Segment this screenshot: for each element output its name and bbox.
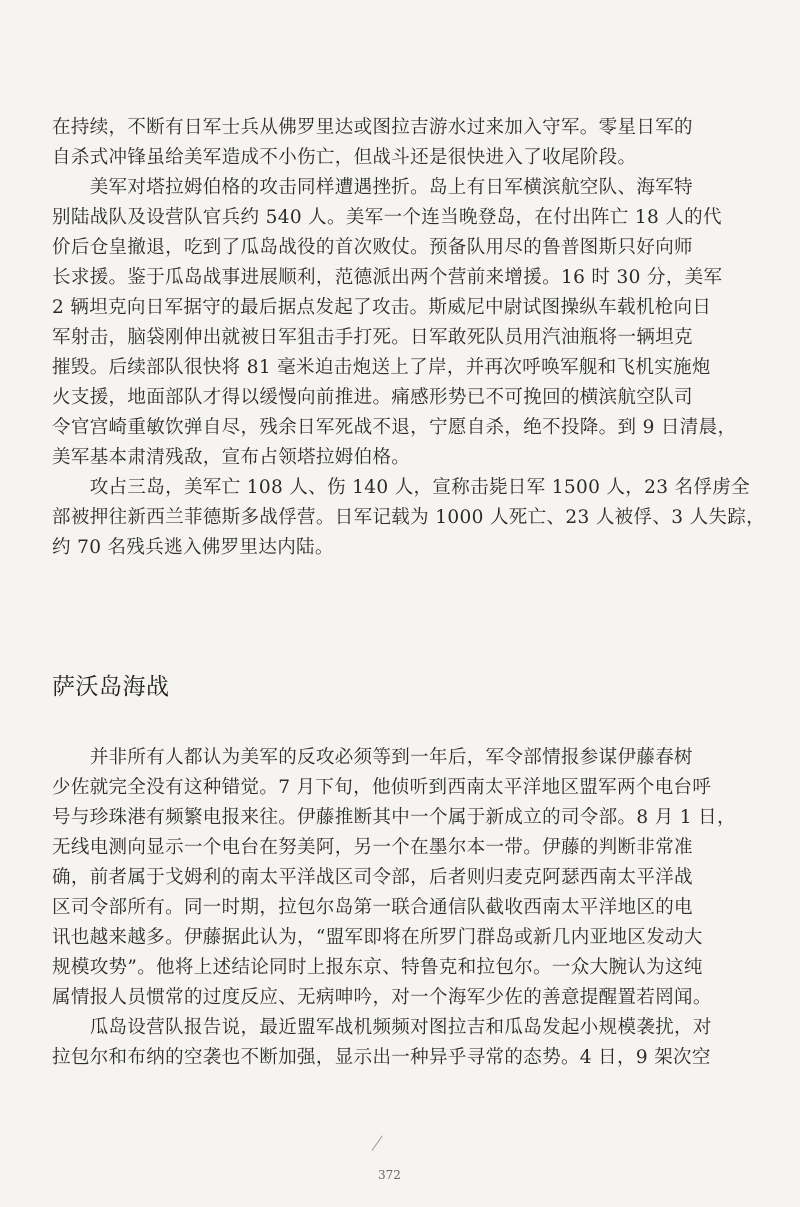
text-line: 部被押往新西兰菲德斯多战俘营。日军记载为 1000 人死亡、23 人被俘、3 人失踪， xyxy=(52,507,765,528)
text-line: 攻占三岛，美军亡 108 人、伤 140 人，宣称击毙日军 1500 人，23 名俘虏全 xyxy=(52,477,751,498)
text-line: 少佐就完全没有这种错觉。7 月下旬，他侦听到西南太平洋地区盟军两个电台呼 xyxy=(52,777,712,798)
text-line: 确，前者属于戈姆利的南太平洋战区司令部，后者则归麦克阿瑟西南太平洋战 xyxy=(52,867,693,888)
text-line: 2 辆坦克向日军据守的最后据点发起了攻击。斯威尼中尉试图操纵车载机枪向日 xyxy=(52,297,712,318)
page-number: 372 xyxy=(378,1168,401,1182)
text-line: 摧毁。后续部队很快将 81 毫米迫击炮送上了岸，并再次呼唤军舰和飞机实施炮 xyxy=(52,357,711,378)
section-heading: 萨沃岛海战 xyxy=(52,674,170,700)
text-line: 讯也越来越多。伊藤据此认为，“盟军即将在所罗门群岛或新几内亚地区发动大 xyxy=(52,927,703,948)
text-line: 价后仓皇撤退，吃到了瓜岛战役的首次败仗。预备队用尽的鲁普图斯只好向师 xyxy=(52,237,693,258)
text-line: 军射击，脑袋刚伸出就被日军狙击手打死。日军敢死队员用汽油瓶将一辆坦克 xyxy=(52,327,693,348)
text-line: 规模攻势”。他将上述结论同时上报东京、特鲁克和拉包尔。一众大腕认为这纯 xyxy=(52,957,703,978)
text-line: 在持续，不断有日军士兵从佛罗里达或图拉吉游水过来加入守军。零星日军的 xyxy=(52,117,693,138)
text-line: 别陆战队及设营队官兵约 540 人。美军一个连当晚登岛，在付出阵亡 18 人的代 xyxy=(52,207,722,228)
text-line: 属情报人员惯常的过度反应、无病呻吟，对一个海军少佐的善意提醒置若罔闻。 xyxy=(52,987,712,1008)
text-line: 区司令部所有。同一时期，拉包尔岛第一联合通信队截收西南太平洋地区的电 xyxy=(52,897,693,918)
text-line: 无线电测向显示一个电台在努美阿，另一个在墨尔本一带。伊藤的判断非常准 xyxy=(52,837,693,858)
section-1-text xyxy=(52,113,765,563)
text-line: 号与珍珠港有频繁电报来往。伊藤推断其中一个属于新成立的司令部。8 月 1 日， xyxy=(52,807,736,828)
section-2-text xyxy=(52,743,752,1073)
text-line: 瓜岛设营队报告说，最近盟军战机频频对图拉吉和瓜岛发起小规模袭扰，对 xyxy=(52,1017,712,1038)
text-line: 约 70 名残兵逃入佛罗里达内陆。 xyxy=(52,537,334,558)
text-line: 火支援，地面部队才得以缓慢向前推进。痛感形势已不可挽回的横滨航空队司 xyxy=(52,387,693,408)
text-line: 拉包尔和布纳的空袭也不断加强，显示出一种异乎寻常的态势。4 日，9 架次空 xyxy=(52,1047,711,1068)
text-line: 令官宫崎重敏饮弹自尽，残余日军死战不退，宁愿自杀，绝不投降。到 9 日清晨， xyxy=(52,417,737,438)
text-line: 并非所有人都认为美军的反攻必须等到一年后，军令部情报参谋伊藤春树 xyxy=(52,747,693,768)
text-line: 美军基本肃清残敌，宣布占领塔拉姆伯格。 xyxy=(52,447,411,468)
text-line: 自杀式冲锋虽给美军造成不小伤亡，但战斗还是很快进入了收尾阶段。 xyxy=(52,147,637,168)
text-line: 长求援。鉴于瓜岛战事进展顺利，范德派出两个营前来增援。16 时 30 分，美军 xyxy=(52,267,723,288)
text-line: 美军对塔拉姆伯格的攻击同样遭遇挫折。岛上有日军横滨航空队、海军特 xyxy=(52,177,693,198)
page-number-ornament xyxy=(372,1135,383,1150)
